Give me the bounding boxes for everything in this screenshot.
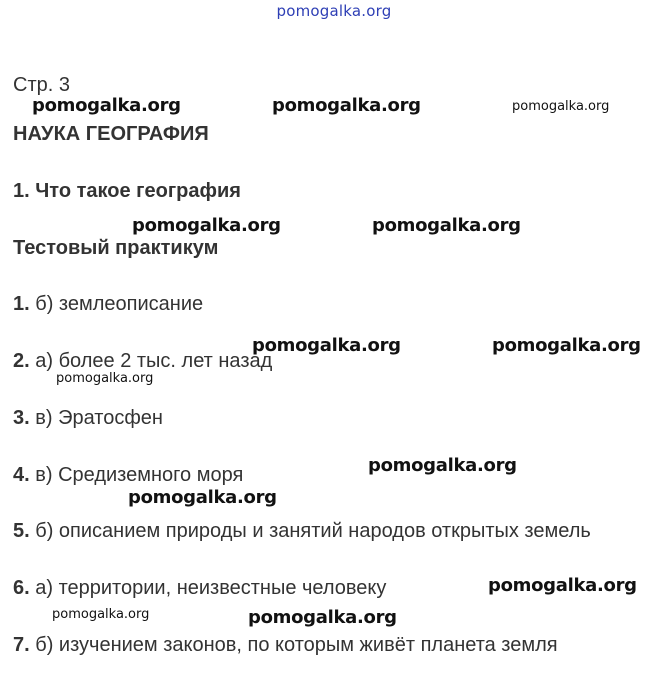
answer-text: б) землеописание <box>29 293 204 315</box>
watermark: pomogalka.org <box>56 371 154 386</box>
topic-title: 1. Что такое география <box>13 180 241 202</box>
answer-text: б) изучением законов, по которым живёт планета земля <box>29 634 558 656</box>
answer-number: 3. <box>13 407 30 429</box>
watermark: pomogalka.org <box>488 575 637 596</box>
watermark: pomogalka.org <box>128 487 277 508</box>
answer-item <box>13 520 591 543</box>
watermark: pomogalka.org <box>368 455 517 476</box>
watermark: pomogalka.org <box>248 607 397 628</box>
answer-text: б) описанием природы и занятий народов открытых земель <box>29 520 591 542</box>
answer-item <box>13 293 203 316</box>
watermark: pomogalka.org <box>252 335 401 356</box>
page-reference: Стр. 3 <box>13 74 70 96</box>
answer-number: 2. <box>13 350 30 372</box>
answer-number: 1. <box>13 293 30 315</box>
answer-number: 5. <box>13 520 30 542</box>
answer-item <box>13 350 272 373</box>
section-title: НАУКА ГЕОГРАФИЯ <box>13 123 209 145</box>
watermark: pomogalka.org <box>32 95 181 116</box>
answer-item <box>13 577 386 600</box>
watermark: pomogalka.org <box>272 95 421 116</box>
watermark: pomogalka.org <box>492 335 641 356</box>
practicum-title: Тестовый практикум <box>13 237 219 259</box>
answer-item <box>13 407 163 430</box>
watermark: pomogalka.org <box>132 215 281 236</box>
answer-number: 6. <box>13 577 30 599</box>
answer-text: в) Эратосфен <box>29 407 163 429</box>
answer-text: в) Средиземного моря <box>29 464 244 486</box>
site-header-link[interactable]: pomogalka.org <box>276 2 392 20</box>
answer-number: 4. <box>13 464 30 486</box>
answer-text: а) более 2 тыс. лет назад <box>29 350 273 372</box>
answer-item <box>13 464 243 487</box>
answer-number: 7. <box>13 634 30 656</box>
watermark: pomogalka.org <box>52 607 150 622</box>
watermark: pomogalka.org <box>372 215 521 236</box>
answer-item <box>13 634 558 657</box>
watermark: pomogalka.org <box>512 99 610 114</box>
answer-text: а) территории, неизвестные человеку <box>29 577 387 599</box>
